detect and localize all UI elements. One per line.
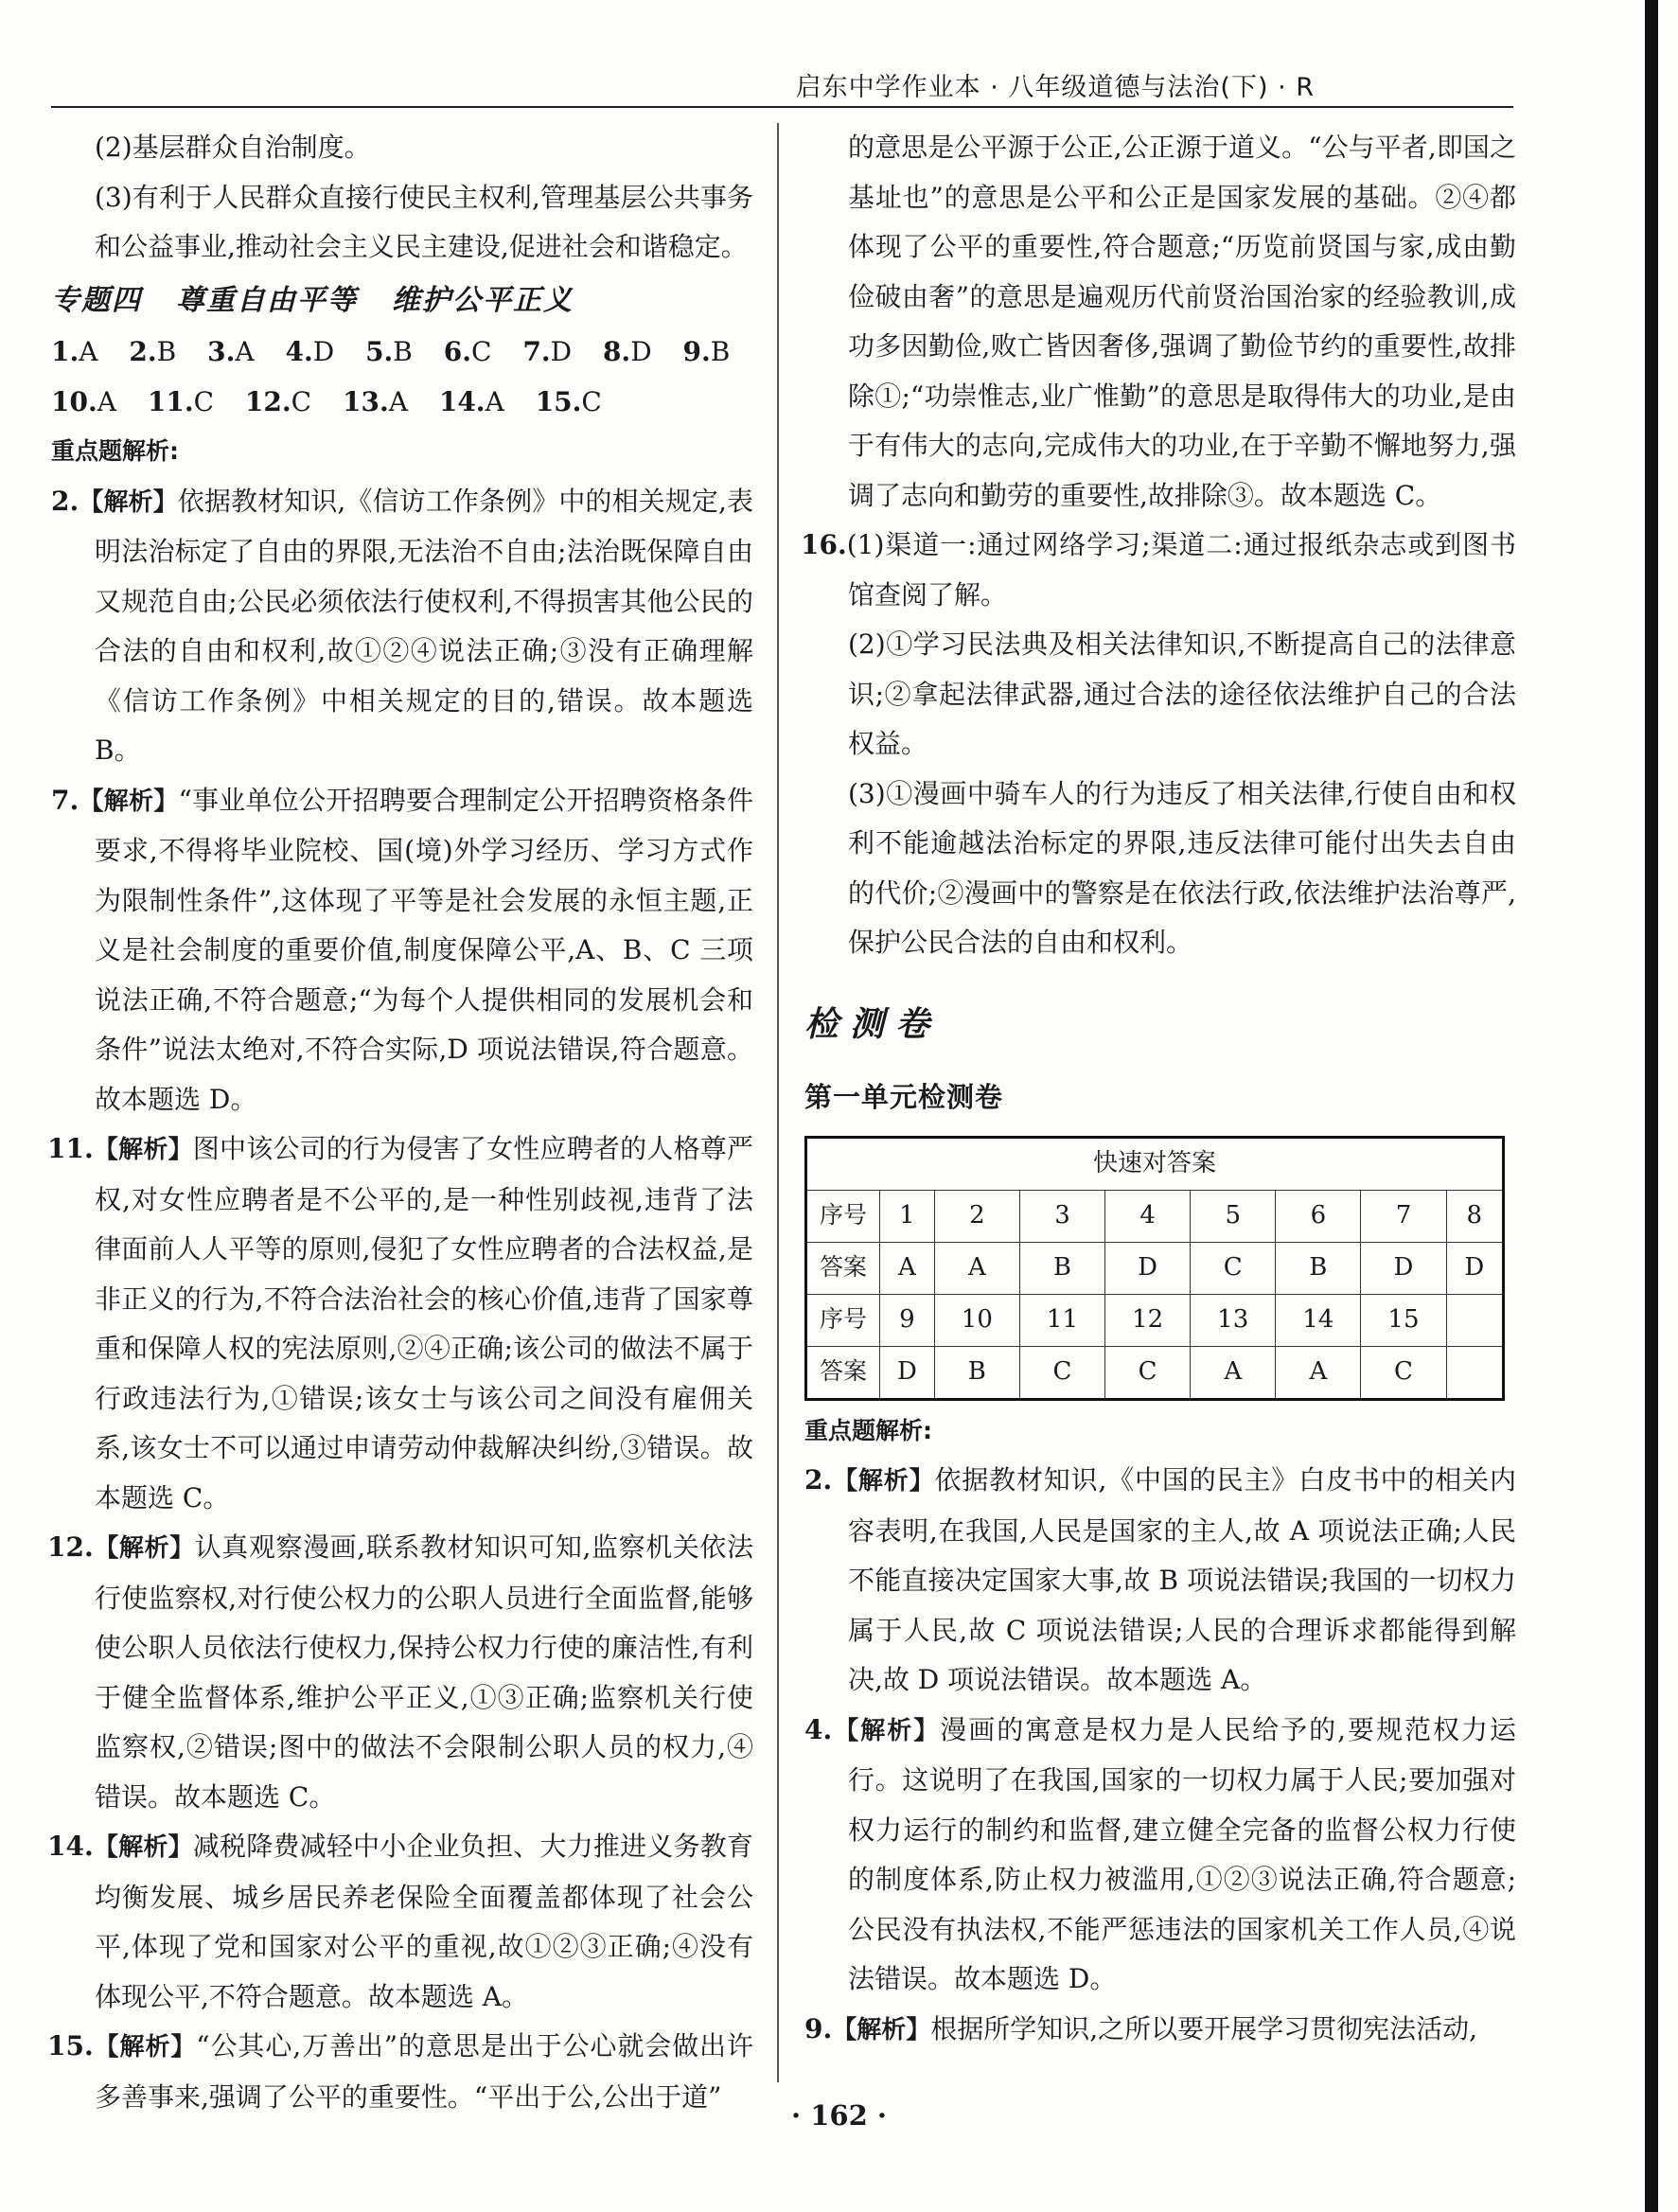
analysis-r9: 9.【解析】根据所学知识,之所以要开展学习贯彻宪法活动,	[804, 2012, 1478, 2044]
table-cell: 10	[934, 1294, 1019, 1346]
answer-item: 13.A	[342, 385, 408, 417]
table-cell: 12	[1105, 1294, 1191, 1346]
answer-item: 3.A	[207, 336, 255, 367]
table-cell: A	[1276, 1346, 1361, 1399]
answer-list	[51, 327, 753, 427]
table-cell: C	[1361, 1346, 1446, 1399]
table-cell: D	[1361, 1242, 1446, 1294]
table-cell: A	[934, 1242, 1019, 1294]
table-cell	[1446, 1294, 1503, 1346]
table-caption: 快速对答案	[806, 1137, 1504, 1190]
analysis-q7: 7.【解析】“事业单位公开招聘要合理制定公开招聘资格条件要求,不得将毕业院校、国(境)外学习经历、学习方式作为限制性条件”,这体现了平等是社会发展的永恒主题,正义是社会制度的重要价值,制度保障公平,A、B、C 三项说法正确,不符合题意;“为每个人提供相同的发展机会和条件”说法太绝对,不符合实际,D 项说法错误,符合题意。故本题选 D。	[51, 784, 753, 1115]
answer-item: 8.D	[602, 336, 652, 367]
table-row	[806, 1190, 1504, 1242]
paragraph: 的意思是公平源于公正,公正源于道义。“公与平者,即国之基址也”的意思是公平和公正是国家发展的基础。②④都体现了公平的重要性,符合题意;“历览前贤国与家,成由勤俭破由奢”的意思是遍观历代前贤治国治家的经验教训,成功多因勤俭,败亡皆因奢侈,强调了勤俭节约的重要性,故排除①;“功崇惟志,业广惟勤”的意思是取得伟大的功业,是由于有伟大的志向,完成伟大的功业,在于辛勤不懈地努力,强调了志向和勤劳的重要性,故排除③。故本题选 C。	[848, 132, 1516, 511]
analysis-q14: 14.【解析】减税降费减轻中小企业负担、大力推进义务教育均衡发展、城乡居民养老保险全面覆盖都体现了社会公平,体现了党和国家对公平的重视,故①②③正确;④没有体现公平,不符合题意。故本题选 A。	[47, 1831, 753, 2012]
table-cell: 11	[1019, 1294, 1104, 1346]
table-cell: 7	[1361, 1190, 1446, 1242]
answer-item: 12.C	[244, 385, 312, 417]
answer-item: 15.C	[535, 385, 602, 417]
analysis-r2: 2.【解析】依据教材知识,《中国的民主》白皮书中的相关内容表明,在我国,人民是国家的主人,故 A 项说法正确;人民不能直接决定国家大事,故 B 项说法错误;我国的一切权力属于人民,故 C 项说法错误;人民的合理诉求都能得到解决,故 D 项说法错误。故本题选 A。	[804, 1464, 1516, 1695]
row-header: 序号	[806, 1294, 880, 1346]
header-title: 启东中学作业本 · 八年级道德与法治(下) · R	[795, 73, 1315, 102]
analysis-q12: 12.【解析】认真观察漫画,联系教材知识可知,监察机关依法行使监察权,对行使公权力的公职人员进行全面监督,能够使公职人员依法行使权力,保持公权力行使的廉洁性,有利于健全监督体系,维护公平正义,①③正确;监察机关行使监察权,②错误;图中的做法不会限制公职人员的权力,④错误。故本题选 C。	[47, 1531, 753, 1813]
test-section-title: 检测卷	[804, 1004, 942, 1044]
row-header: 答案	[806, 1242, 880, 1294]
key-analysis-label: 重点题解析:	[51, 437, 179, 465]
answer-row	[51, 327, 753, 378]
table-cell: 6	[1276, 1190, 1361, 1242]
quick-answer-table	[804, 1136, 1505, 1401]
table-cell: 4	[1105, 1190, 1191, 1242]
unit-test-title: 第一单元检测卷	[804, 1081, 1004, 1113]
answer-item: 6.C	[443, 336, 492, 367]
table-cell: 13	[1191, 1294, 1276, 1346]
table-cell: D	[1446, 1242, 1503, 1294]
table-cell: 14	[1276, 1294, 1361, 1346]
table-cell: A	[1191, 1346, 1276, 1399]
answer-item: 4.D	[285, 336, 335, 367]
page-number: · 162 ·	[791, 2099, 887, 2132]
table-cell: 2	[934, 1190, 1019, 1242]
table-row	[806, 1346, 1504, 1399]
page-header	[51, 62, 1513, 108]
answer-item: 2.B	[129, 336, 177, 367]
table-cell: D	[880, 1346, 935, 1399]
paragraph: (3)有利于人民群众直接行使民主权利,管理基层公共事务和公益事业,推动社会主义民主建设,促进社会和谐稳定。	[95, 181, 753, 262]
answer-q16-part3: (3)①漫画中骑车人的行为违反了相关法律,行使自由和权利不能逾越法治标定的界限,违反法律可能付出失去自由的代价;②漫画中的警察是在依法行政,依法维护法治尊严,保护公民合法的自由和权利。	[848, 777, 1516, 958]
table-cell: A	[880, 1242, 935, 1294]
table-cell: 1	[880, 1190, 935, 1242]
row-header: 答案	[806, 1346, 880, 1399]
answer-item: 11.C	[147, 385, 215, 417]
section-title-part: 专题四	[51, 283, 142, 317]
answer-q16-part1: 16.(1)渠道一:通过网络学习;渠道二:通过报纸杂志或到图书馆查阅了解。	[801, 529, 1516, 611]
answer-item: 10.A	[51, 385, 116, 417]
analysis-q2: 2.【解析】依据教材知识,《信访工作条例》中的相关规定,表明法治标定了自由的界限,无法治不自由;法治既保障自由又规范自由;公民必须依法行使权利,不得损害其他公民的合法的自由和权利,故①②④说法正确;③没有正确理解《信访工作条例》中相关规定的目的,错误。故本题选 B。	[51, 485, 753, 766]
answer-row	[51, 378, 753, 428]
answer-q16-part2: (2)①学习民法典及相关法律知识,不断提高自己的法律意识;②拿起法律武器,通过合法的途径依法维护自己的合法权益。	[848, 628, 1516, 759]
table-cell: D	[1105, 1242, 1191, 1294]
table-cell: C	[1019, 1346, 1104, 1399]
table-cell: 9	[880, 1294, 935, 1346]
analysis-q15: 15.【解析】“公其心,万善出”的意思是出于公心就会做出许多善事来,强调了公平的重要性。“平出于公,公出于道”	[47, 2030, 753, 2113]
answer-item: 7.D	[522, 336, 573, 367]
table-cell	[1446, 1346, 1503, 1399]
answer-item: 1.A	[51, 336, 98, 367]
section-title-part: 尊重自由平等	[176, 283, 358, 317]
left-column	[47, 123, 753, 2122]
scan-edge-bar	[1645, 0, 1658, 2212]
table-cell: 8	[1446, 1190, 1503, 1242]
table-cell: B	[1019, 1242, 1104, 1294]
table-cell: C	[1191, 1242, 1276, 1294]
table-cell: C	[1105, 1346, 1191, 1399]
table-cell: B	[934, 1346, 1019, 1399]
answer-item: 14.A	[438, 385, 504, 417]
right-column	[801, 123, 1516, 2055]
table-row	[806, 1242, 1504, 1294]
table-row	[806, 1294, 1504, 1346]
table-cell: 3	[1019, 1190, 1104, 1242]
section-title	[51, 276, 753, 327]
key-analysis-label: 重点题解析:	[804, 1416, 932, 1444]
table-cell: 15	[1361, 1294, 1446, 1346]
table-cell: B	[1276, 1242, 1361, 1294]
answer-item: 5.B	[365, 336, 413, 367]
analysis-r4: 4.【解析】漫画的寓意是权力是人民给予的,要规范权力运行。这说明了在我国,国家的一切权力属于人民;要加强对权力运行的制约和监督,建立健全完备的监督公权力行使的制度体系,防止权力被滥用,①②③说法正确,符合题意;公民没有执法权,不能严惩违法的国家机关工作人员,④说法错误。故本题选 D。	[804, 1713, 1516, 1994]
section-title-part: 维护公平正义	[392, 283, 574, 317]
table-cell: 5	[1191, 1190, 1276, 1242]
answer-item: 9.B	[682, 336, 731, 367]
column-divider	[777, 123, 779, 2082]
paragraph: (2)基层群众自治制度。	[95, 132, 371, 163]
analysis-q11: 11.【解析】图中该公司的行为侵害了女性应聘者的人格尊严权,对女性应聘者是不公平的,是一种性别歧视,违背了法律面前人人平等的原则,侵犯了女性应聘者的合法权益,是非正义的行为,不符合法治社会的核心价值,违背了国家尊重和保障人权的宪法原则,②④正确;该公司的做法不属于行政违法行为,①错误;该女士与该公司之间没有雇佣关系,该女士不可以通过申请劳动仲裁解决纠纷,③错误。故本题选 C。	[47, 1133, 753, 1513]
row-header: 序号	[806, 1190, 880, 1242]
